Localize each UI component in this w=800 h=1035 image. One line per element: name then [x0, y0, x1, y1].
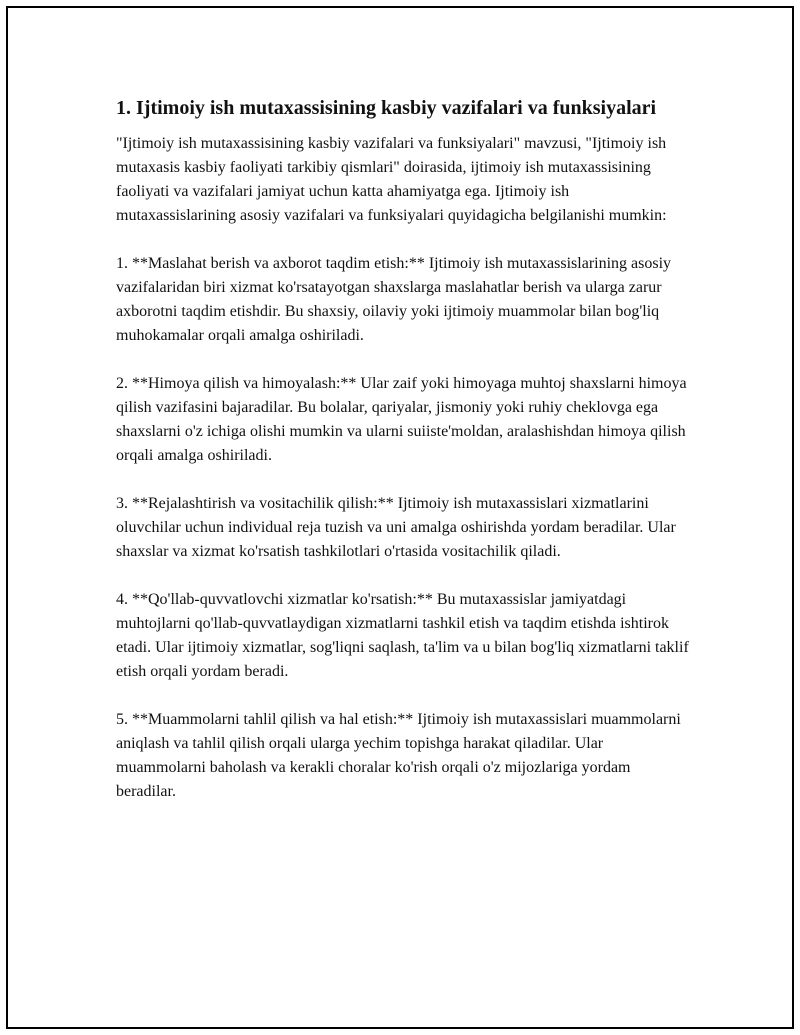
- paragraph-item-2: 2. **Himoya qilish va himoyalash:** Ular zaif yoki himoyaga muhtoj shaxslarni himoya qilish vazifasini bajaradilar. Bu bolalar, qariyalar, jismoniy yoki ruhiy cheklovga ega shaxslarni o'z ichiga olishi mumkin va ularni suiiste'moldan, aralashishdan himoya qilish orqali amalga oshiriladi.: [116, 375, 687, 464]
- paragraph-item-3: 3. **Rejalashtirish va vositachilik qilish:** Ijtimoiy ish mutaxassislari xizmatlarini oluvchilar uchun individual reja tuzish va uni amalga oshirishda yordam beradilar. Ular shaxslar va xizmat ko'rsatish tashkilotlari o'rtasida vositachilik qiladi.: [116, 495, 676, 560]
- section-heading: 1. Ijtimoiy ish mutaxassisining kasbiy vazifalari va funksiyalari: [116, 97, 657, 119]
- paragraph-item-4: 4. **Qo'llab-quvvatlovchi xizmatlar ko'rsatish:** Bu mutaxassislar jamiyatdagi muhtojlarni qo'llab-quvvatlaydigan xizmatlarni tashkil etish va taqdim etishda ishtirok etadi. Ular ijtimoiy xizmatlar, sog'liqni saqlash, ta'lim va u bilan bog'liq xizmatlarni taklif etish orqali yordam beradi.: [116, 591, 689, 680]
- paragraph-item-5: 5. **Muammolarni tahlil qilish va hal etish:** Ijtimoiy ish mutaxassislari muammolarni aniqlash va tahlil qilish orqali ularga yechim topishga harakat qiladilar. Ular muammolarni baholash va kerakli choralar ko'rish orqali o'z mijozlariga yordam beradilar.: [116, 711, 681, 800]
- paragraph-item-1: 1. **Maslahat berish va axborot taqdim etish:** Ijtimoiy ish mutaxassislarining asosiy vazifalaridan biri xizmat ko'rsatayotgan shaxslarga maslahatlar berish va ularga zarur axborotni taqdim etishdir. Bu shaxsiy, oilaviy yoki ijtimoiy muammolar bilan bog'liq muhokamalar orqali amalga oshiriladi.: [116, 255, 672, 344]
- document-body: [116, 94, 690, 828]
- intro-paragraph: "Ijtimoiy ish mutaxassisining kasbiy vazifalari va funksiyalari" mavzusi, "Ijtimoiy ish mutaxasis kasbiy faoliyati tarkibiy qismlari" doirasida, ijtimoiy ish mutaxassisining faoliyati va vazifalari jamiyat uchun katta ahamiyatga ega. Ijtimoiy ish mutaxassislarining asosiy vazifalari va funksiyalari quyidagicha belgilanishi mumkin:: [116, 135, 667, 224]
